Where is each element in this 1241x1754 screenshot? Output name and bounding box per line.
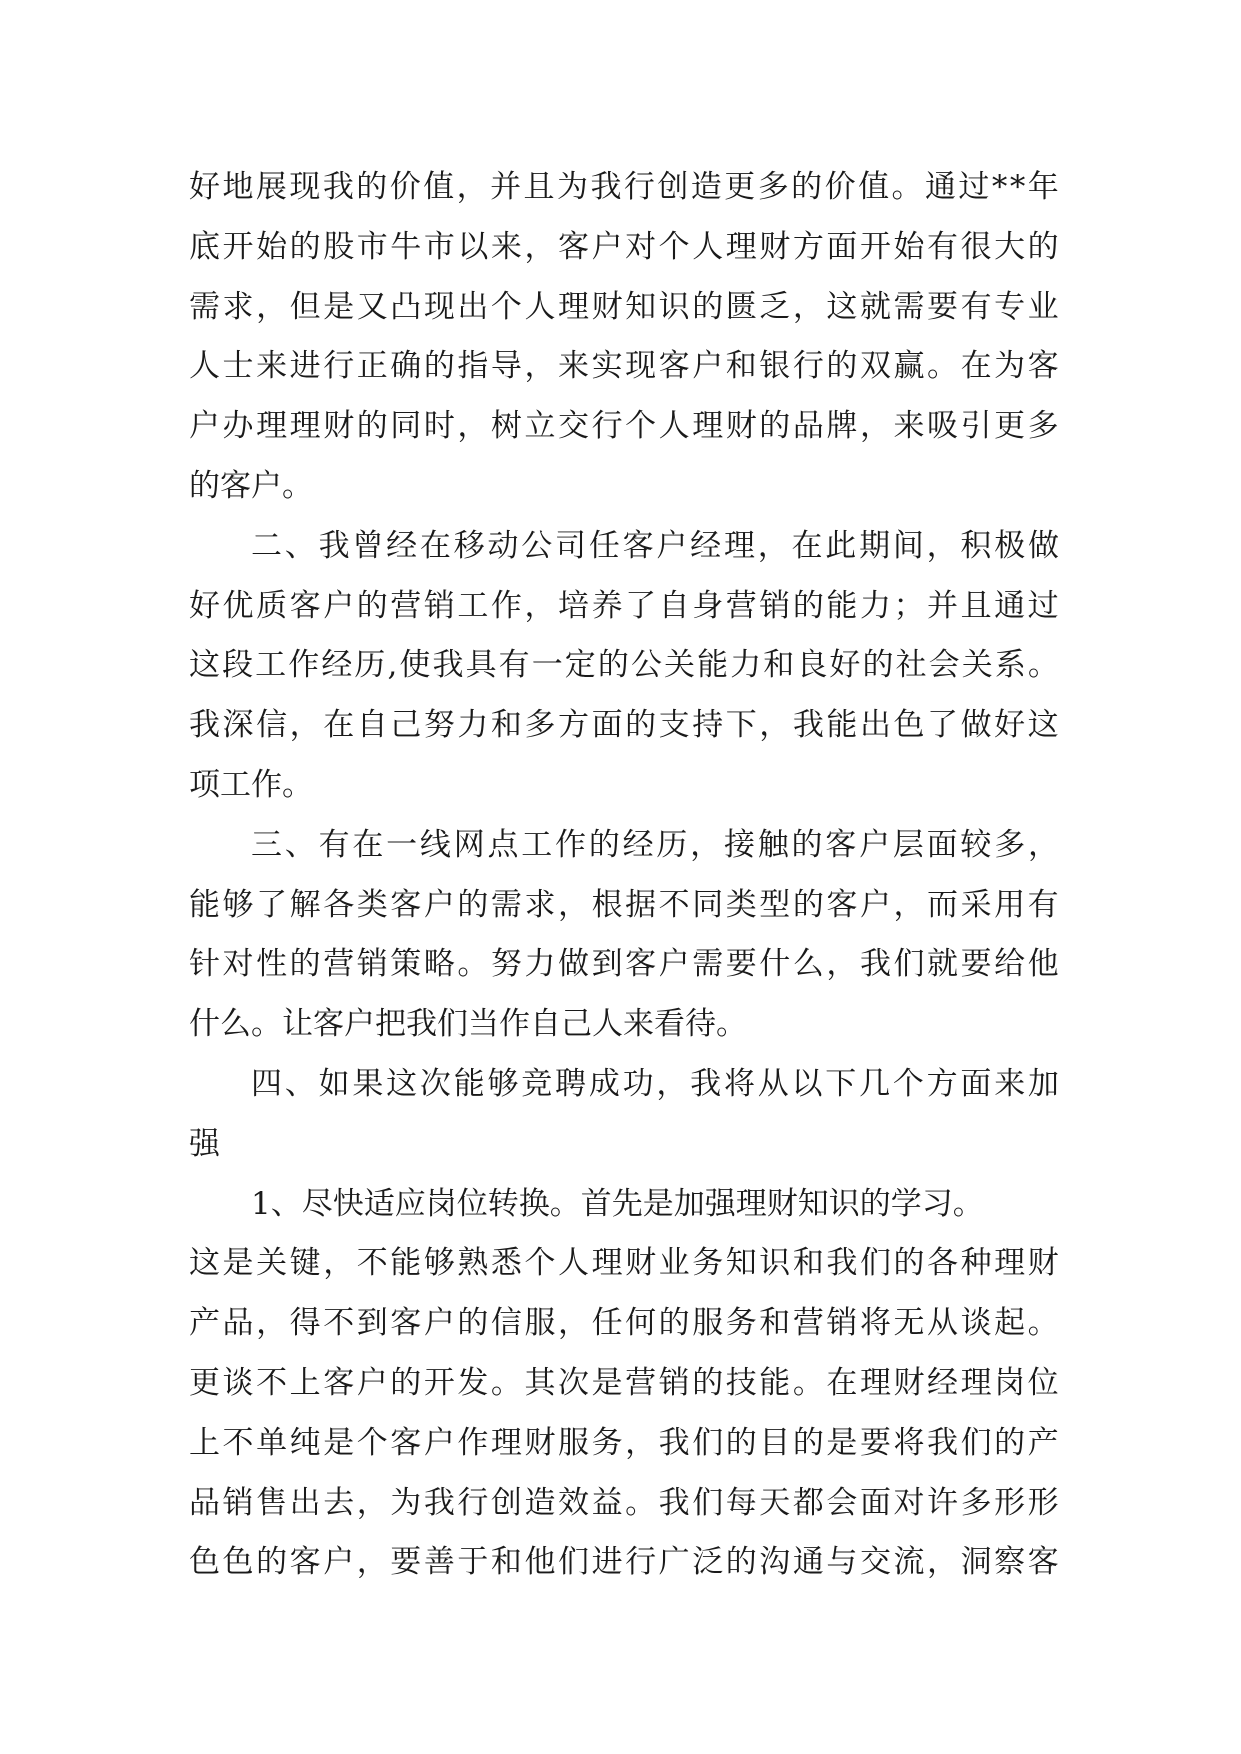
text-line: 我 深 信 ， 在 自 己 努 力 和 多 方 面 的 支 持 下 ， 我 能 出 色 了 做 好 这: [189, 707, 1059, 744]
text-line: 二 、 我 曾 经 在 移 动 公 司 任 客 户 经 理 ， 在 此 期 间 ， 积 极 做: [251, 527, 1059, 564]
text-line: 什么。让客户把我们当作自己人来看待。: [189, 1006, 747, 1043]
text-line: 强: [189, 1125, 220, 1162]
text-line: 上 不 单 纯 是 个 客 户 作 理 财 服 务 ， 我 们 的 目 的 是 要 将 我 们 的 产: [189, 1424, 1059, 1461]
text-line: 好 地 展 现 我 的 价 值 ， 并 且 为 我 行 创 造 更 多 的 价 值 。 通 过 * * 年: [189, 169, 1059, 205]
text-line: 品 销 售 出 去 ， 为 我 行 创 造 效 益 。 我 们 每 天 都 会 面 对 许 多 形 形: [189, 1484, 1059, 1521]
text-line: 户 办 理 理 财 的 同 时 ， 树 立 交 行 个 人 理 财 的 品 牌 ， 来 吸 引 更 多: [189, 408, 1059, 445]
text-line: 针 对 性 的 营 销 策 略 。 努 力 做 到 客 户 需 要 什 么 ， 我 们 就 要 给 他: [189, 946, 1059, 983]
text-line: 的客户。: [189, 467, 313, 504]
text-line: 1、尽快适应岗位转换。首先是加强理财知识的学习。: [251, 1185, 984, 1222]
text-line: 这 段 工 作 经 历 , 使 我 具 有 一 定 的 公 关 能 力 和 良 好 的 社 会 关 系 。: [189, 647, 1059, 684]
text-line: 能 够 了 解 各 类 客 户 的 需 求 ， 根 据 不 同 类 型 的 客 户 ， 而 采 用 有: [189, 886, 1059, 923]
text-line: 产 品 ， 得 不 到 客 户 的 信 服 ， 任 何 的 服 务 和 营 销 将 无 从 谈 起 。: [189, 1305, 1059, 1342]
text-line: 三 、 有 在 一 线 网 点 工 作 的 经 历 ， 接 触 的 客 户 层 面 较 多 ，: [251, 826, 1059, 863]
text-line: 好 优 质 客 户 的 营 销 工 作 ， 培 养 了 自 身 营 销 的 能 力 ； 并 且 通 过: [189, 587, 1059, 624]
text-line: 这 是 关 键 ， 不 能 够 熟 悉 个 人 理 财 业 务 知 识 和 我 们 的 各 种 理 财: [189, 1245, 1059, 1282]
text-line: 底 开 始 的 股 市 牛 市 以 来 ， 客 户 对 个 人 理 财 方 面 开 始 有 很 大 的: [189, 228, 1059, 265]
text-line: 四 、 如 果 这 次 能 够 竞 聘 成 功 ， 我 将 从 以 下 几 个 方 面 来 加: [251, 1065, 1059, 1102]
document-body: [189, 158, 1059, 1593]
text-line: 更 谈 不 上 客 户 的 开 发 。 其 次 是 营 销 的 技 能 。 在 理 财 经 理 岗 位: [189, 1364, 1059, 1401]
text-line: 人 士 来 进 行 正 确 的 指 导 ， 来 实 现 客 户 和 银 行 的 双 赢 。 在 为 客: [189, 348, 1059, 385]
text-line: 需 求 ， 但 是 又 凸 现 出 个 人 理 财 知 识 的 匮 乏 ， 这 就 需 要 有 专 业: [189, 288, 1059, 325]
text-line: 项工作。: [189, 766, 313, 803]
text-line: 色 色 的 客 户 ， 要 善 于 和 他 们 进 行 广 泛 的 沟 通 与 交 流 ， 洞 察 客: [189, 1544, 1059, 1581]
